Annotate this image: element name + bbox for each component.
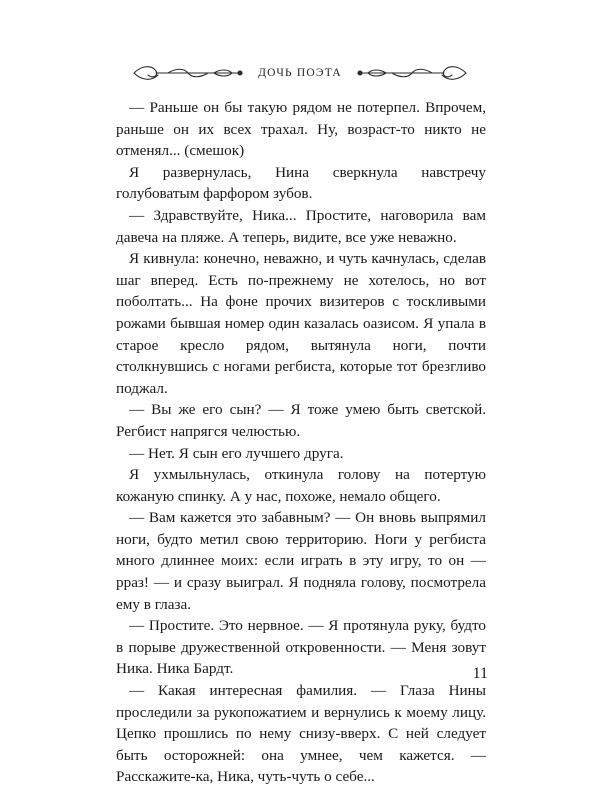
paragraph: — Простите. Это нервное. — Я протянула руку, будто в порыве дружественной откровенности. — Меня зовут Ника. Ника Бардт. <box>116 617 486 678</box>
body-text <box>116 97 486 788</box>
paragraph: — Здравствуйте, Ника... Простите, наговорила вам давеча на пляже. А теперь, видите, все уже неважно. <box>116 206 486 246</box>
paragraph: Я кивнула: конечно, неважно, и чуть качнулась, сделав шаг вперед. Есть по-прежнему не хотелось, но вот поболтать... На фоне прочих визитеров с тоскливыми рожами бывшая номер один казалась оазисом. Я упала в старое кресло рядом, вытянула ноги, почти столкнувшись с ногами регбиста, которые тот брезгливо поджал. <box>116 250 486 397</box>
right-flourish-ornament-icon <box>352 63 472 83</box>
paragraph: — Раньше он бы такую рядом не потерпел. Впрочем, раньше он их всех трахал. Ну, возраст-то никто не отменял... (смешок) <box>116 99 486 160</box>
running-title: ДОЧЬ ПОЭТА <box>258 67 342 79</box>
page-number: 11 <box>472 665 488 682</box>
left-flourish-ornament-icon <box>128 63 248 83</box>
paragraph: — Какая интересная фамилия. — Глаза Нины проследили за рукопожатием и вернулись к моему лицу. Цепко прошлись по нему снизу-вверх. С ней следует быть осторожней: она умнее, чем кажется. — Расскажите-ка, Ника, чуть-чуть о себе... <box>116 682 486 786</box>
paragraph: — Нет. Я сын его лучшего друга. <box>129 444 344 462</box>
paragraph: — Вы же его сын? — Я тоже умею быть светской. Регбист напрягся челюстью. <box>116 401 486 440</box>
paragraph: Я развернулась, Нина сверкнула навстречу голубоватым фарфором зубов. <box>116 163 486 203</box>
running-header <box>112 62 488 84</box>
paragraph: — Вам кажется это забавным? — Он вновь выпрямил ноги, будто метил свою территорию. Ноги у регбиста много длиннее моих: если играть в эту игру, то он — рраз! — и сразу выиграл. Я подняла голову, посмотрела ему в глаза. <box>116 509 486 613</box>
paragraph: Я ухмыльнулась, откинула голову на потертую кожаную спинку. А у нас, похоже, немало общего. <box>116 466 486 505</box>
